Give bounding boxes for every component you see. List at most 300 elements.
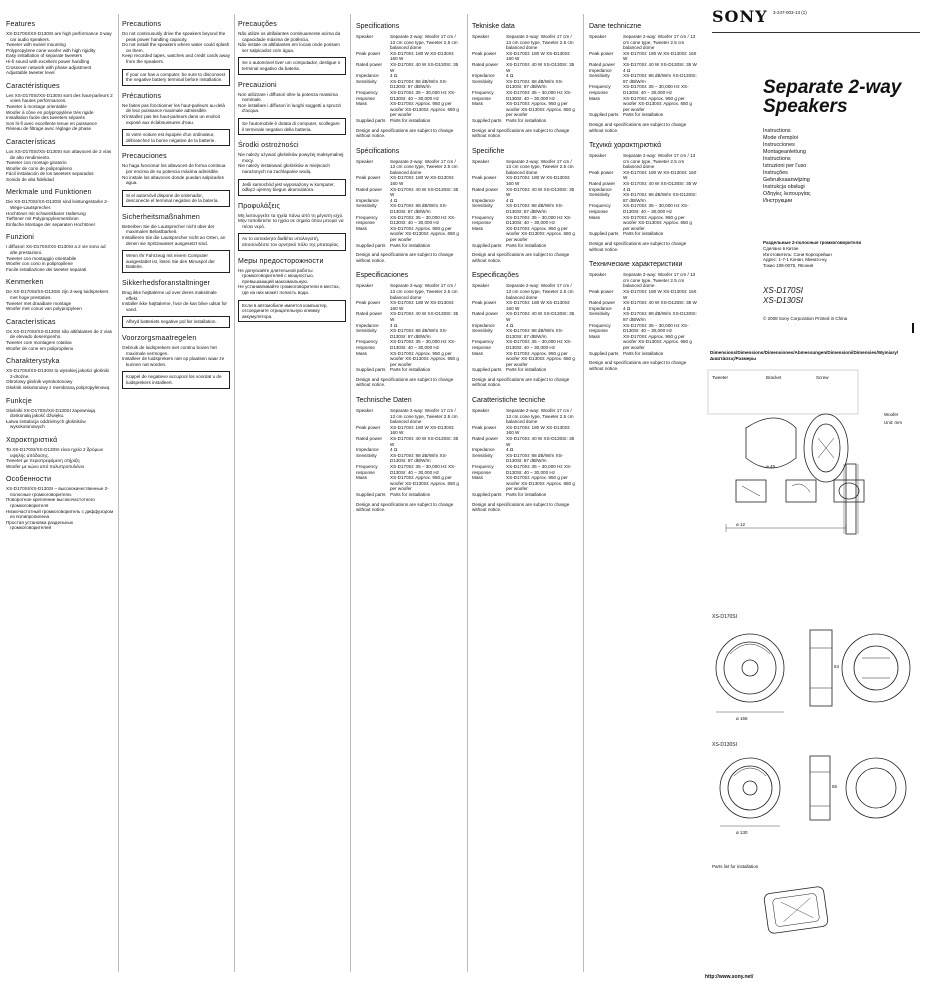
spec-key: Sensitivity [589, 311, 610, 317]
section-heading: Funkcje [6, 397, 32, 405]
spec-heading: Caratteristiche tecniche [472, 397, 546, 405]
section-heading: Caractéristiques [6, 82, 60, 90]
section-heading: Features [6, 21, 36, 28]
spec-key: Sensitivity [589, 192, 610, 198]
spec-value: XS-D170SI: 40 W XS-D130SI: 35 W [506, 311, 575, 322]
spec-key: Impedance [356, 197, 379, 203]
section-heading: Merkmale und Funktionen [6, 189, 92, 197]
bullet-item: Die XS-D170SI/XS-D130SI sind leistungsstarke 2-Wege-Lautsprecher. [6, 199, 109, 211]
bullet-item: Installation facile des tweeters séparés [6, 115, 85, 121]
spec-row [589, 231, 697, 237]
spec-footer: Design and specifications are subject to change without notice. [472, 252, 570, 263]
spec-row [472, 79, 578, 90]
spec-key: Peak power [472, 50, 497, 56]
bullet-item: Μη λειτουργείτε τα ηχεία πάνω από τη μέγιστη ισχύ. [238, 212, 344, 218]
note-box: Jeśli samochód jest wyposażony w komputer, odłącz ujemny biegun akumulatora. [238, 179, 346, 196]
spec-value: 4 Ω [623, 67, 631, 73]
spec-row [472, 203, 578, 214]
bullet-item: Не устанавливайте громкоговорители в местах, где на них может попасть вода. [238, 284, 341, 296]
language-item: Istruzioni per l'uso [763, 163, 807, 169]
spec-key: Rated power [356, 61, 383, 67]
spec-key: Supplied parts [589, 112, 619, 118]
spec-row [589, 73, 697, 84]
section-heading: Voorzorgsmaatregelen [122, 335, 197, 342]
spec-row [356, 243, 462, 249]
features-column [6, 14, 114, 531]
language-item: Instructions [763, 128, 791, 134]
bullet-item: Woofer met conus van polypropyleen [6, 306, 82, 312]
dim-woofer-130: ø 130 [736, 830, 748, 835]
spec-value: Parts for installation [623, 231, 664, 237]
section [238, 257, 346, 323]
spec-key: Sensitivity [472, 203, 493, 209]
spec-value: 4 Ω [506, 73, 514, 79]
model-numbers [763, 286, 803, 306]
spec-row [472, 101, 578, 118]
spec-value: 4 Ω [390, 322, 398, 328]
bullet-item: I diffusori XS-D170SI/XS-D130SI a 2 vie sono ad alte prestazioni. [6, 244, 106, 256]
bullet-item: Brug ikke højttalerne ud over deres maksimale effekt. [122, 290, 217, 301]
label-bracket: Bracket [766, 375, 782, 380]
bullet-item: Son hi-fi avec excellente tenue en puissance [6, 120, 97, 126]
bullet-item: No instale los altavoces donde puedan salpicarles agua. [122, 174, 224, 186]
label-woofer: Woofer [884, 412, 899, 417]
specifications-column-2 [472, 14, 578, 513]
section [122, 213, 230, 273]
spec-value: Parts for installation [623, 350, 664, 356]
bullet-item: Einfache Montage der separaten Hochtöner [6, 221, 96, 227]
spec-value: Parts for installation [390, 367, 431, 373]
spec-row [472, 283, 578, 300]
spec-block [356, 22, 462, 139]
spec-heading: Technische Daten [356, 397, 412, 405]
spec-value: Parts for installation [506, 491, 547, 497]
spec-row [356, 203, 462, 214]
section [6, 436, 114, 469]
spec-row [356, 51, 462, 62]
spec-value: XS-D170SI: 88 dB/W/m XS-D130SI: 87 dB/W/m [390, 203, 448, 215]
spec-value: Separate 2-way: Woofer 17 cm / 13 cm cone type, Tweeter 2.5 cm balanced dome [506, 408, 574, 425]
dim-depth-170: 63 [834, 664, 840, 669]
spec-row [589, 215, 697, 232]
bullet-item: Μην τοποθετείτε τα ηχεία σε σημεία όπου μπορεί να πέσει νερό. [238, 218, 344, 229]
address-line: Сделано в Китае [763, 245, 799, 251]
spec-block [472, 147, 578, 264]
spec-value: XS-D170SI: 35 – 30,000 Hz XS-D130SI: 40 – 30,000 Hz [623, 322, 689, 334]
note-box: Si el automóvil dispone de ordenador, desconecte el terminal negativo de la batería. [122, 190, 230, 207]
bullet-item: Hi-fi sound with excellent power handling [6, 58, 90, 64]
spec-value: Separate 2-way: Woofer 17 cm / 13 cm cone type, Tweeter 2.5 cm balanced dome [506, 283, 574, 300]
spec-row [472, 464, 578, 475]
spec-value: XS-D170SI: 40 W XS-D130SI: 35 W [390, 186, 459, 198]
spec-value: XS-D170SI: 180 W XS-D130SI: 160 W [390, 300, 455, 311]
note-box: Αν το αυτοκίνητο διαθέτει υπολογιστή, αποσυνδέστε τον αρνητικό πόλο της μπαταρίας. [238, 233, 346, 250]
spec-value: 4 Ω [623, 186, 631, 192]
column-rule [118, 14, 119, 972]
spec-value: XS-D170SI: 35 – 30,000 Hz XS-D130SI: 40 – 30,000 Hz [506, 214, 572, 226]
spec-value: XS-D170SI: 40 W XS-D130SI: 35 W [506, 61, 575, 73]
label-parts-list: Parts list for installation [712, 864, 759, 869]
section [6, 233, 114, 272]
spec-key: Speaker [356, 34, 374, 39]
bullet-item: Les XS-D170SI/XS-D130SI sont des haut-parleurs 2 voies hautes performances. [6, 92, 113, 104]
note-box: Afbryd batteriets negative pol før installation. [122, 316, 230, 328]
section-heading: Προφυλάξεις [238, 202, 281, 210]
spec-block [356, 271, 462, 388]
address-line: Изготовитель: Сони Корпорейшн [763, 251, 832, 257]
spec-row [472, 175, 578, 186]
spec-key: Sensitivity [589, 73, 610, 79]
spec-key: Peak power [589, 50, 614, 56]
spec-footer: Design and specifications are subject to change without notice. [356, 376, 454, 388]
language-item: Instructions [763, 156, 791, 162]
spec-key: Supplied parts [589, 350, 619, 356]
spec-row [472, 339, 578, 350]
spec-footer: Design and specifications are subject to change without notice. [589, 241, 687, 252]
spec-heading: Технические характеристики [589, 261, 683, 269]
section-heading: Środki ostrożności [238, 142, 299, 150]
bullet-item: De XS-D170SI/XS-D130SI zijn 2-weg luidsprekers met hoge prestaties. [6, 289, 109, 300]
bullet-item: No haga funcionar los altavoces de forma continua por encima de su potencia máxima admisible. [122, 163, 226, 174]
spec-row [356, 226, 462, 243]
spec-value: XS-D170SI: 88 dB/W/m XS-D130SI: 87 dB/W/m [390, 78, 448, 90]
precautions-column-2 [238, 14, 346, 326]
spec-key: Speaker [356, 408, 374, 414]
bullet-item: Installer ikke højttalerne, hvor de kan blive udsat for vand. [122, 301, 227, 312]
spec-value: XS-D170SI: 180 W XS-D130SI: 160 W [390, 175, 455, 187]
section-heading: Precautions [122, 21, 162, 28]
section-heading: Sikkerhedsforanstaltninger [122, 280, 211, 288]
spec-row [356, 118, 462, 124]
bullet-item: Não utilize os altifalantes continuamente acima da capacidade máxima de potência. [238, 31, 341, 42]
section [122, 279, 230, 328]
label-unit: Unit: mm [884, 420, 902, 425]
spec-key: Rated power [356, 311, 383, 317]
spec-key: Rated power [589, 300, 616, 306]
spec-value: XS-D170SI: 180 W XS-D130SI: 160 W [390, 424, 455, 436]
spec-value: Parts for installation [623, 112, 664, 118]
bullet-item: Tweeter with swivel mounting [6, 42, 66, 48]
spec-value: 4 Ω [623, 305, 631, 311]
spec-footer: Design and specifications are subject to change without notice. [472, 127, 570, 139]
spec-value: XS-D170SI: 40 W XS-D130SI: 35 W [623, 61, 697, 67]
spec-key: Supplied parts [472, 117, 502, 123]
spec-row [472, 90, 578, 101]
spec-footer: Design and specifications are subject to change without notice. [472, 501, 570, 513]
spec-value: Separate 2-way: Woofer 17 cm / 13 cm cone type, Tweeter 2.5 cm balanced dome [623, 272, 696, 289]
bullet-item: Не допускайте длительной работы громкоговорителей с мощностью, превышающей максимальную. [238, 267, 314, 284]
spec-key: Rated power [472, 311, 499, 317]
spec-row [589, 170, 697, 181]
spec-key: Frequency response [589, 322, 611, 334]
spec-row [356, 453, 462, 464]
spec-row [356, 101, 462, 118]
bullet-item: Woofer de cono de polipropileno [6, 165, 73, 171]
spec-row [356, 90, 462, 101]
spec-value: XS-D170SI: 35 – 30,000 Hz XS-D130SI: 40 – 30,000 Hz [623, 84, 689, 95]
bullet-item: Tweeter com montagem rotativa [6, 339, 72, 345]
bullet-item: Τα XS-D170SI/XS-D130SI είναι ηχεία 2 δρόμων υψηλής απόδοσης. [6, 446, 104, 458]
spec-value: 4 Ω [390, 197, 398, 203]
spec-key: Supplied parts [472, 242, 502, 248]
column-rule [583, 14, 584, 972]
spec-block [356, 147, 462, 264]
spec-key: Supplied parts [356, 242, 386, 248]
spec-value: XS-D170SI: Approx. 950 g per woofer XS-D130SI: Approx. 650 g per woofer [390, 101, 459, 118]
bullet-item: Woofer με κώνο από πολυπροπυλένιο [6, 463, 85, 469]
dim-tweeter-dia: ø 49 [766, 464, 776, 469]
spec-key: Frequency response [356, 214, 378, 226]
spec-key: Mass [472, 475, 483, 481]
edge-marker [912, 323, 914, 333]
spec-key: Impedance [472, 197, 495, 203]
spec-key: Speaker [472, 34, 490, 39]
spec-key: Speaker [589, 153, 607, 159]
spec-row [472, 311, 578, 322]
spec-value: XS-D170SI: 180 W XS-D130SI: 160 W [506, 424, 571, 436]
spec-footer: Design and specifications are subject to change without notice. [472, 376, 570, 388]
specifications-column-1 [356, 14, 462, 513]
spec-key: Rated power [472, 436, 499, 442]
section-heading: Меры предосторожности [238, 257, 324, 265]
section [6, 357, 114, 390]
spec-value: XS-D170SI: 40 W XS-D130SI: 35 W [390, 436, 459, 447]
spec-value: 4 Ω [390, 447, 398, 453]
spec-block [472, 22, 578, 139]
spec-row [472, 425, 578, 436]
spec-value: XS-D170SI: 180 W XS-D130SI: 160 W [506, 50, 571, 62]
spec-block [472, 271, 578, 388]
spec-key: Frequency response [589, 203, 611, 215]
spec-key: Sensitivity [356, 452, 377, 458]
language-item: Instrukcja obsługi [763, 184, 805, 190]
spec-footer: Design and specifications are subject to change without notice. [356, 501, 454, 513]
spec-key: Mass [589, 214, 600, 220]
section [238, 20, 346, 75]
bullet-item: Keep recorded tapes, watches and credit cards away from the speakers. [122, 53, 230, 64]
spec-key: Frequency response [472, 464, 494, 475]
spec-value: XS-D170SI: 35 – 30,000 Hz XS-D130SI: 40 – 30,000 Hz [506, 89, 572, 101]
bullet-item: Sonido de alta fidelidad [6, 176, 54, 182]
spec-key: Frequency response [472, 339, 494, 350]
spec-row [356, 351, 462, 368]
spec-key: Impedance [356, 322, 379, 328]
spec-row [356, 425, 462, 436]
spec-key: Speaker [589, 34, 607, 39]
bullet-item: Woofer à cône en polypropylène très rigide [6, 109, 94, 115]
spec-block [589, 22, 697, 133]
spec-value: XS-D170SI: Approx. 950 g per woofer XS-D130SI: Approx. 650 g per woofer [623, 333, 692, 350]
spec-row [589, 272, 697, 289]
precautions-column-1 [122, 14, 230, 393]
spec-row [472, 34, 578, 51]
spec-key: Peak power [472, 424, 497, 430]
column-rule [350, 14, 351, 972]
label-xs-d170si: XS-D170SI [712, 614, 738, 620]
bullet-item: Facile installazione dei tweeter separati [6, 266, 87, 272]
spec-row [589, 334, 697, 351]
spec-value: 4 Ω [506, 447, 514, 453]
note-box: Se l'automobile è dotata di computer, scollegare il terminale negativo della batteria. [238, 118, 346, 135]
spec-row [356, 159, 462, 176]
bullet-item: Tieftöner mit Polypropylenmembran [6, 216, 79, 222]
spec-key: Rated power [589, 181, 616, 187]
bullet-item: Gebruik de luidsprekers niet continu boven het maximale vermogen. [122, 345, 217, 356]
spec-value: Parts for installation [506, 242, 547, 248]
spec-value: XS-D170SI: 180 W XS-D130SI: 160 W [506, 300, 571, 311]
spec-value: 4 Ω [506, 322, 514, 328]
spec-key: Sensitivity [356, 203, 377, 209]
spec-row [472, 492, 578, 498]
bullet-item: Поворотное крепление высокочастотного громкоговорителя [6, 497, 95, 509]
bullet-item: Tweeter con montaggio orientabile [6, 255, 77, 261]
spec-value: 4 Ω [390, 73, 398, 79]
spec-block [589, 260, 697, 371]
spec-row [356, 300, 462, 311]
spec-key: Sensitivity [356, 78, 377, 84]
label-tweeter: Tweeter [712, 375, 729, 380]
spec-value: XS-D170SI: 40 W XS-D130SI: 35 W [623, 181, 697, 187]
spec-key: Peak power [356, 424, 381, 430]
section-heading: Χαρακτηριστικά [6, 436, 58, 444]
spec-row [356, 367, 462, 373]
spec-value: Separate 2-way: Woofer 17 cm / 13 cm cone type, Tweeter 2.5 cm balanced dome [623, 153, 696, 170]
column-rule [234, 14, 235, 972]
spec-block [589, 141, 697, 252]
spec-key: Mass [472, 225, 483, 231]
spec-key: Mass [472, 350, 483, 356]
spec-row [472, 159, 578, 176]
bullet-item: Głośniki XS-D170SI/XS-D130SI zapewniają doskonałą jakość dźwięku. [6, 407, 96, 419]
spec-value: Separate 2-way: Woofer 17 cm / 13 cm cone type, Tweeter 2.5 cm balanced dome [506, 158, 574, 175]
bullet-item: Tweeter con montaje giratorio [6, 160, 67, 166]
spec-row [589, 351, 697, 357]
spec-value: XS-D170SI: 88 dB/W/m XS-D130SI: 87 dB/W/m [623, 73, 697, 84]
spec-key: Impedance [472, 322, 495, 328]
bullet-item: Réseau de filtrage avec réglage de phase [6, 126, 92, 132]
spec-value: 4 Ω [506, 197, 514, 203]
spec-key: Mass [472, 101, 483, 107]
spec-key: Frequency response [472, 214, 494, 226]
bullet-item: Woofer de cone em polipropileno [6, 345, 74, 351]
spec-key: Sensitivity [356, 328, 377, 334]
spec-row [356, 283, 462, 300]
spec-value: Separate 2-way: Woofer 17 cm / 13 cm cone type, Tweeter 2.5 cm balanced dome [390, 408, 458, 425]
spec-value: Parts for installation [390, 117, 431, 123]
section [6, 475, 114, 531]
spec-value: XS-D170SI: Approx. 950 g per woofer XS-D130SI: Approx. 650 g per woofer [506, 475, 575, 492]
spec-value: XS-D170SI: 88 dB/W/m XS-D130SI: 87 dB/W/m [623, 311, 697, 322]
spec-row [356, 187, 462, 198]
spec-row [589, 153, 697, 170]
spec-key: Rated power [589, 61, 616, 67]
spec-value: Parts for installation [390, 491, 431, 497]
spec-row [472, 367, 578, 373]
bullet-item: Obrotowy głośnik wysokotonowy [6, 379, 73, 385]
section-heading: Precauções [238, 21, 277, 28]
bullet-item: Easy installation of separate tweeters [6, 53, 83, 59]
spec-value: XS-D170SI: 180 W XS-D130SI: 160 W [623, 288, 697, 300]
spec-row [356, 408, 462, 425]
spec-value: XS-D170SI: 40 W XS-D130SI: 35 W [506, 436, 575, 447]
section-heading: Précautions [122, 92, 162, 100]
spec-value: XS-D170SI: Approx. 950 g per woofer XS-D130SI: Approx. 650 g per woofer [390, 475, 459, 492]
spec-row [472, 243, 578, 249]
bullet-item: Tweeter à montage orientable [6, 103, 67, 109]
spec-key: Frequency response [589, 84, 611, 95]
bullet-item: Nie należy instalować głośników w miejscach narażonych na zachlapanie wodą. [238, 163, 330, 174]
spec-value: XS-D170SI: 180 W XS-D130SI: 160 W [506, 175, 571, 187]
language-item: Инструкции [763, 198, 793, 204]
bullet-item: Fácil instalación de los tweeters separados [6, 171, 94, 177]
dimensions-header: Dimensions/Dimensions/Dimensiones/Abmessungen/Dimensioni/Dimensies/Wymiary/Διαστάσεις/Размеры [710, 350, 899, 361]
spec-key: Mass [356, 101, 367, 107]
spec-row [472, 408, 578, 425]
dim-woofer-170: ø 166 [736, 716, 748, 721]
language-item: Mode d'emploi [763, 135, 798, 141]
spec-key: Peak power [472, 175, 497, 181]
sony-logo: SONY [712, 7, 768, 26]
bullet-item: XS-D170SI/XS-D130SI – высококачественные 2-полосные громкоговорители. [6, 486, 109, 497]
spec-value: XS-D170SI: 40 W XS-D130SI: 35 W [506, 186, 575, 198]
spec-key: Frequency response [356, 464, 378, 475]
spec-key: Supplied parts [356, 117, 386, 123]
bullet-item: XS-D170SI/XS-D130SI are high performance 2-way car audio speakers. [6, 31, 112, 42]
spec-value: Parts for installation [390, 242, 431, 248]
label-screw: Screw [816, 375, 829, 380]
spec-row [472, 187, 578, 198]
dimension-diagrams [706, 368, 922, 968]
spec-row [472, 118, 578, 124]
spec-key: Peak power [589, 288, 614, 294]
spec-key: Rated power [472, 186, 499, 192]
bullet-item: Głośnik niskotonowy z membraną polipropylenową [6, 384, 110, 390]
spec-value: Separate 2-way: Woofer 17 cm / 13 cm cone type, Tweeter 2.5 cm balanced dome [506, 34, 574, 51]
bullet-item: Os XS-D170SI/XS-D130SI são altifalantes de 2 vias de elevado desempenho. [6, 328, 112, 340]
spec-key: Impedance [589, 305, 612, 311]
spec-value: XS-D170SI: 88 dB/W/m XS-D130SI: 87 dB/W/m [506, 328, 564, 339]
spec-value: XS-D170SI: 180 W XS-D130SI: 160 W [623, 169, 697, 181]
section [6, 278, 114, 311]
spec-key: Peak power [472, 300, 497, 306]
bullet-item: Ne faites pas fonctionner les haut-parleurs au-delà de leur puissance maximale admissible. [122, 102, 225, 114]
spec-row [472, 300, 578, 311]
spec-row [356, 492, 462, 498]
spec-value: Separate 2-way: Woofer 17 cm / 13 cm cone type, Tweeter 2.5 cm balanced dome [623, 34, 696, 51]
sony-url[interactable]: http://www.sony.net/ [705, 974, 754, 980]
spec-key: Speaker [472, 283, 490, 289]
spec-key: Peak power [589, 169, 614, 175]
spec-heading: Specifications [356, 23, 400, 30]
spec-row [356, 464, 462, 475]
spec-value: XS-D170SI: 88 dB/W/m XS-D130SI: 87 dB/W/m [506, 452, 564, 464]
spec-value: XS-D170SI: 88 dB/W/m XS-D130SI: 87 dB/W/m [390, 328, 448, 339]
bullet-item: Installieren Sie die Lautsprecher nicht an Orten, an denen sie Spritzwasser ausgesetzt sind. [122, 235, 226, 246]
spec-row [356, 62, 462, 73]
section-heading: Особенности [6, 476, 52, 484]
section [122, 334, 230, 389]
spec-value: Separate 2-way: Woofer 17 cm / 13 cm cone type, Tweeter 2.5 cm balanced dome [390, 34, 458, 51]
address-line: Раздельные 2-полосные громкоговорители [763, 240, 862, 245]
language-item: Instruções [763, 170, 788, 176]
spec-row [589, 96, 697, 113]
address-line: Токио 108-0075, Япония [763, 263, 814, 269]
spec-footer: Design and specifications are subject to change without notice. [589, 121, 687, 133]
spec-row [472, 436, 578, 447]
bullet-item: Łatwa instalacja oddzielnych głośników wysokotonowych [6, 418, 86, 430]
spec-value: XS-D170SI: 35 – 30,000 Hz XS-D130SI: 40 – 30,000 Hz [390, 464, 456, 475]
spec-value: XS-D170SI: Approx. 950 g per woofer XS-D130SI: Approx. 650 g per woofer [506, 350, 575, 367]
